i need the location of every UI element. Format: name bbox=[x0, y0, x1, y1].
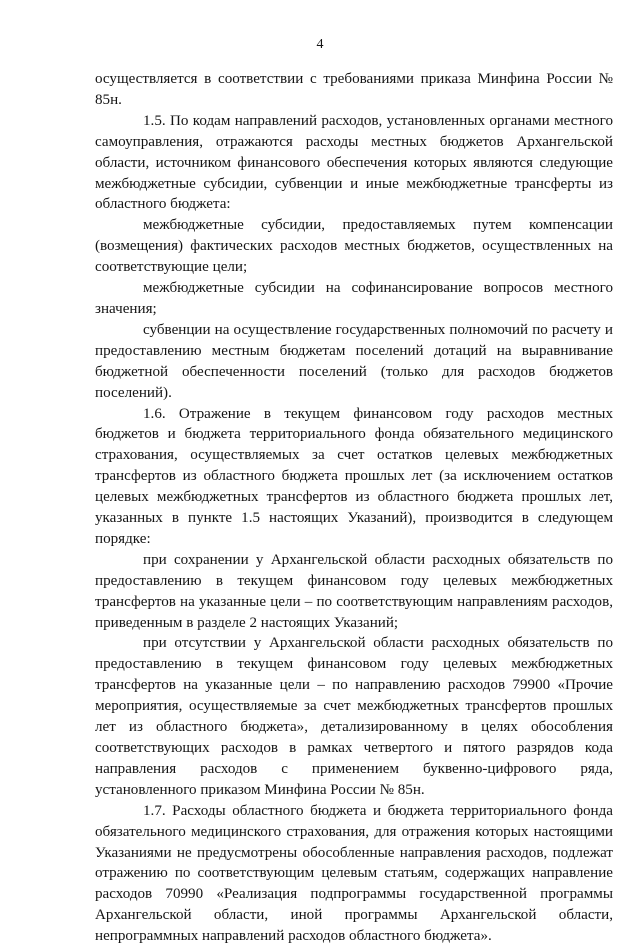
list-item-obligations-retained: при сохранении у Архангельской области расходных обязательств по предоставлению в текущем финансовом году целевых межбюджетных трансфертов на указанные цели – по соответствующим направлениям расходов, приведенным в разделе 2 настоящих Указаний; bbox=[95, 551, 613, 631]
paragraph-continuation: осуществляется в соответствии с требованиями приказа Минфина России № 85н. bbox=[95, 71, 613, 108]
document-body bbox=[95, 69, 613, 947]
list-item-subsidies-cofinancing: межбюджетные субсидии на софинансирование вопросов местного значения; bbox=[95, 280, 613, 317]
paragraph-1-7: 1.7. Расходы областного бюджета и бюджета территориального фонда обязательного медицинского страхования, для отражения которых настоящими Указаниями не предусмотрены обособленные направления расходов, подлежат отражению по соответствующим целевым статьям, содержащих направление расходов 70990 «Реализация подпрограммы государственной программы Архангельской области, иной программы Архангельской области, непрограммных направлений расходов областного бюджета». bbox=[95, 802, 613, 945]
paragraph-1-6: 1.6. Отражение в текущем финансовом году расходов местных бюджетов и бюджета территориального фонда обязательного медицинского страхования, осуществляемых за счет остатков целевых межбюджетных трансфертов из областного бюджета прошлых лет (за исключением остатков целевых межбюджетных трансфертов из областного бюджета прошлых лет, указанных в пункте 1.5 настоящих Указаний), производится в следующем порядке: bbox=[95, 405, 613, 547]
page-number: 4 bbox=[316, 37, 324, 52]
list-item-subventions: субвенции на осуществление государственных полномочий по расчету и предоставлению местным бюджетам поселений дотаций на выравнивание бюджетной обеспеченности поселений (только для расходов бюджетов поселений). bbox=[95, 321, 613, 401]
list-item-subsidies-compensation: межбюджетные субсидии, предоставляемых путем компенсации (возмещения) фактических расходов местных бюджетов, осуществленных на соответствующие цели; bbox=[95, 217, 613, 276]
paragraph-1-5: 1.5. По кодам направлений расходов, установленных органами местного самоуправления, отражаются расходы местных бюджетов Архангельской области, источником финансового обеспечения которых являются следующие межбюджетные субсидии, субвенции и иные межбюджетные трансферты из областного бюджета: bbox=[95, 112, 613, 213]
list-item-obligations-absent: при отсутствии у Архангельской области расходных обязательств по предоставлению в текущем финансовом году целевых межбюджетных трансфертов на указанные цели – по направлению расходов 79900 «Прочие мероприятия, осуществляемые за счет межбюджетных трансфертов прошлых лет из областного бюджета», детализированному в целях обособления соответствующих расходов в рамках четвертого и пятого разрядов кода направления расходов с применением буквенно-цифрового ряда, установленного приказом Минфина России № 85н. bbox=[95, 635, 613, 798]
